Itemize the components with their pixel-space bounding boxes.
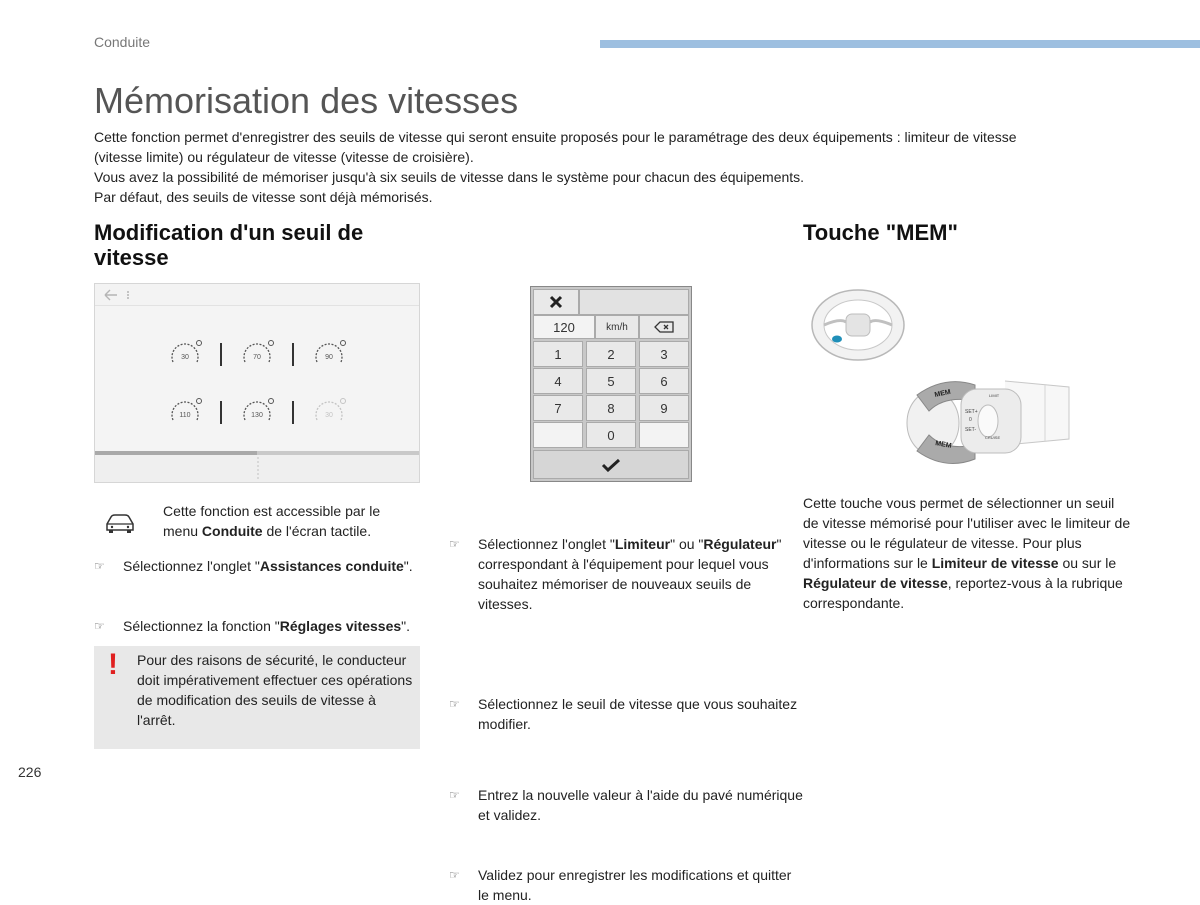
- stalk-label-mem-bottom: MEM: [934, 440, 952, 450]
- key-5[interactable]: 5: [586, 368, 636, 394]
- section-heading-modification: [94, 220, 434, 270]
- section-label: Conduite: [94, 34, 151, 50]
- intro-line-4: Par défaut, des seuils de vitesse sont déjà mémorisés.: [94, 189, 433, 205]
- key-1[interactable]: 1: [533, 341, 583, 367]
- pointing-hand-icon: ☞: [94, 619, 105, 633]
- keypad-title-area: [579, 289, 689, 315]
- menu-dots-icon: [127, 291, 129, 299]
- close-icon: [548, 294, 564, 310]
- unit-label: km/h: [595, 315, 639, 339]
- speed-gauge-value: 90: [325, 354, 333, 361]
- step-validate: ☞ Validez pour enregistrer les modifications et quitter le menu.: [449, 867, 792, 903]
- pointing-hand-icon: ☞: [449, 697, 460, 711]
- checkmark-icon: [601, 458, 621, 472]
- screen-drawing: [95, 284, 419, 482]
- key-4[interactable]: 4: [533, 368, 583, 394]
- key-7[interactable]: 7: [533, 395, 583, 421]
- backspace-icon: [654, 321, 674, 333]
- mem-description: Cette touche vous permet de sélectionner un seuil de vitesse mémorisé pour l'utiliser avec le limiteur de vitesse ou le régulateur de vitesse. Pour plus d'informations sur le Limiteur de vitesse ou sur le Régulateur de vitesse, reportez-vous à la rubrique correspondante.: [803, 495, 1131, 611]
- speed-gauge-value: 130: [251, 412, 263, 419]
- access-note: Cette fonction est accessible par le menu Conduite de l'écran tactile.: [163, 503, 381, 539]
- close-key[interactable]: [533, 289, 579, 315]
- step-select-seuil: ☞ Sélectionnez le seuil de vitesse que vous souhaitez modifier.: [449, 696, 798, 732]
- stalk-label-limit: LIMIT: [989, 393, 1000, 398]
- numeric-keypad-illustration: [530, 286, 692, 482]
- step-enter-value: ☞ Entrez la nouvelle valeur à l'aide du pavé numérique et validez.: [449, 787, 803, 823]
- safety-warning-box: [94, 646, 420, 749]
- car-icon: [104, 510, 136, 536]
- touchscreen-speed-memory-illustration: [94, 283, 420, 483]
- speed-gauge-value: 70: [253, 354, 261, 361]
- pointing-hand-icon: ☞: [449, 537, 460, 551]
- stalk-label-zero: 0: [969, 417, 972, 423]
- header-accent-bar: [600, 40, 1200, 48]
- stalk-label-set-plus: SET+: [965, 409, 978, 415]
- steering-wheel-illustration: [810, 288, 906, 362]
- section-heading-mem: Touche "MEM": [803, 220, 958, 245]
- key-empty-right: [639, 422, 689, 448]
- validate-key[interactable]: [533, 450, 689, 479]
- intro-line-3: Vous avez la possibilité de mémoriser jusqu'à six seuils de vitesse dans le système pour chacun des équipements.: [94, 169, 805, 185]
- key-empty-left: [533, 422, 583, 448]
- speed-gauge-value: 110: [179, 412, 191, 419]
- backspace-key[interactable]: [639, 315, 689, 339]
- page-title: Mémorisation des vitesses: [94, 80, 519, 121]
- key-3[interactable]: 3: [639, 341, 689, 367]
- key-6[interactable]: 6: [639, 368, 689, 394]
- speed-gauge-value: 30: [325, 412, 333, 419]
- speed-gauge-value: 30: [181, 354, 189, 361]
- key-9[interactable]: 9: [639, 395, 689, 421]
- warning-text: Pour des raisons de sécurité, le conducteur doit impérativement effectuer ces opérations de modification des seuils de vitesse à l'arrêt.: [137, 652, 413, 728]
- pointing-hand-icon: ☞: [449, 788, 460, 802]
- warning-icon: !: [108, 648, 118, 681]
- intro-line-2: (vitesse limite) ou régulateur de vitesse (vitesse de croisière).: [94, 149, 474, 165]
- heading-line-1: Modification d'un seuil de: [94, 220, 364, 245]
- heading-line-2: vitesse: [94, 245, 169, 270]
- pointing-hand-icon: ☞: [94, 559, 105, 573]
- cruise-control-stalk-illustration: [905, 375, 1075, 467]
- key-0[interactable]: 0: [586, 422, 636, 448]
- stalk-label-mem-top: MEM: [933, 388, 952, 399]
- stalk-label-set-minus: SET-: [965, 427, 977, 433]
- key-8[interactable]: 8: [586, 395, 636, 421]
- step-select-assistances: ☞ Sélectionnez l'onglet "Assistances conduite".: [94, 558, 413, 574]
- step-select-reglages: ☞ Sélectionnez la fonction "Réglages vitesses".: [94, 618, 410, 634]
- stalk-label-cruise: CRUISE: [985, 435, 1001, 440]
- pointing-hand-icon: ☞: [449, 868, 460, 882]
- step-select-limiteur-regulateur: ☞ Sélectionnez l'onglet "Limiteur" ou "Régulateur" correspondant à l'équipement pour lequel vous souhaitez mémoriser de nouveaux seuils de vitesses.: [449, 536, 782, 612]
- intro-line-1: Cette fonction permet d'enregistrer des seuils de vitesse qui seront ensuite proposés pour le paramétrage des deux équipements : limiteur de vitesse: [94, 129, 1017, 145]
- speed-value-display: 120: [533, 315, 595, 339]
- key-2[interactable]: 2: [586, 341, 636, 367]
- page-number: 226: [18, 764, 42, 780]
